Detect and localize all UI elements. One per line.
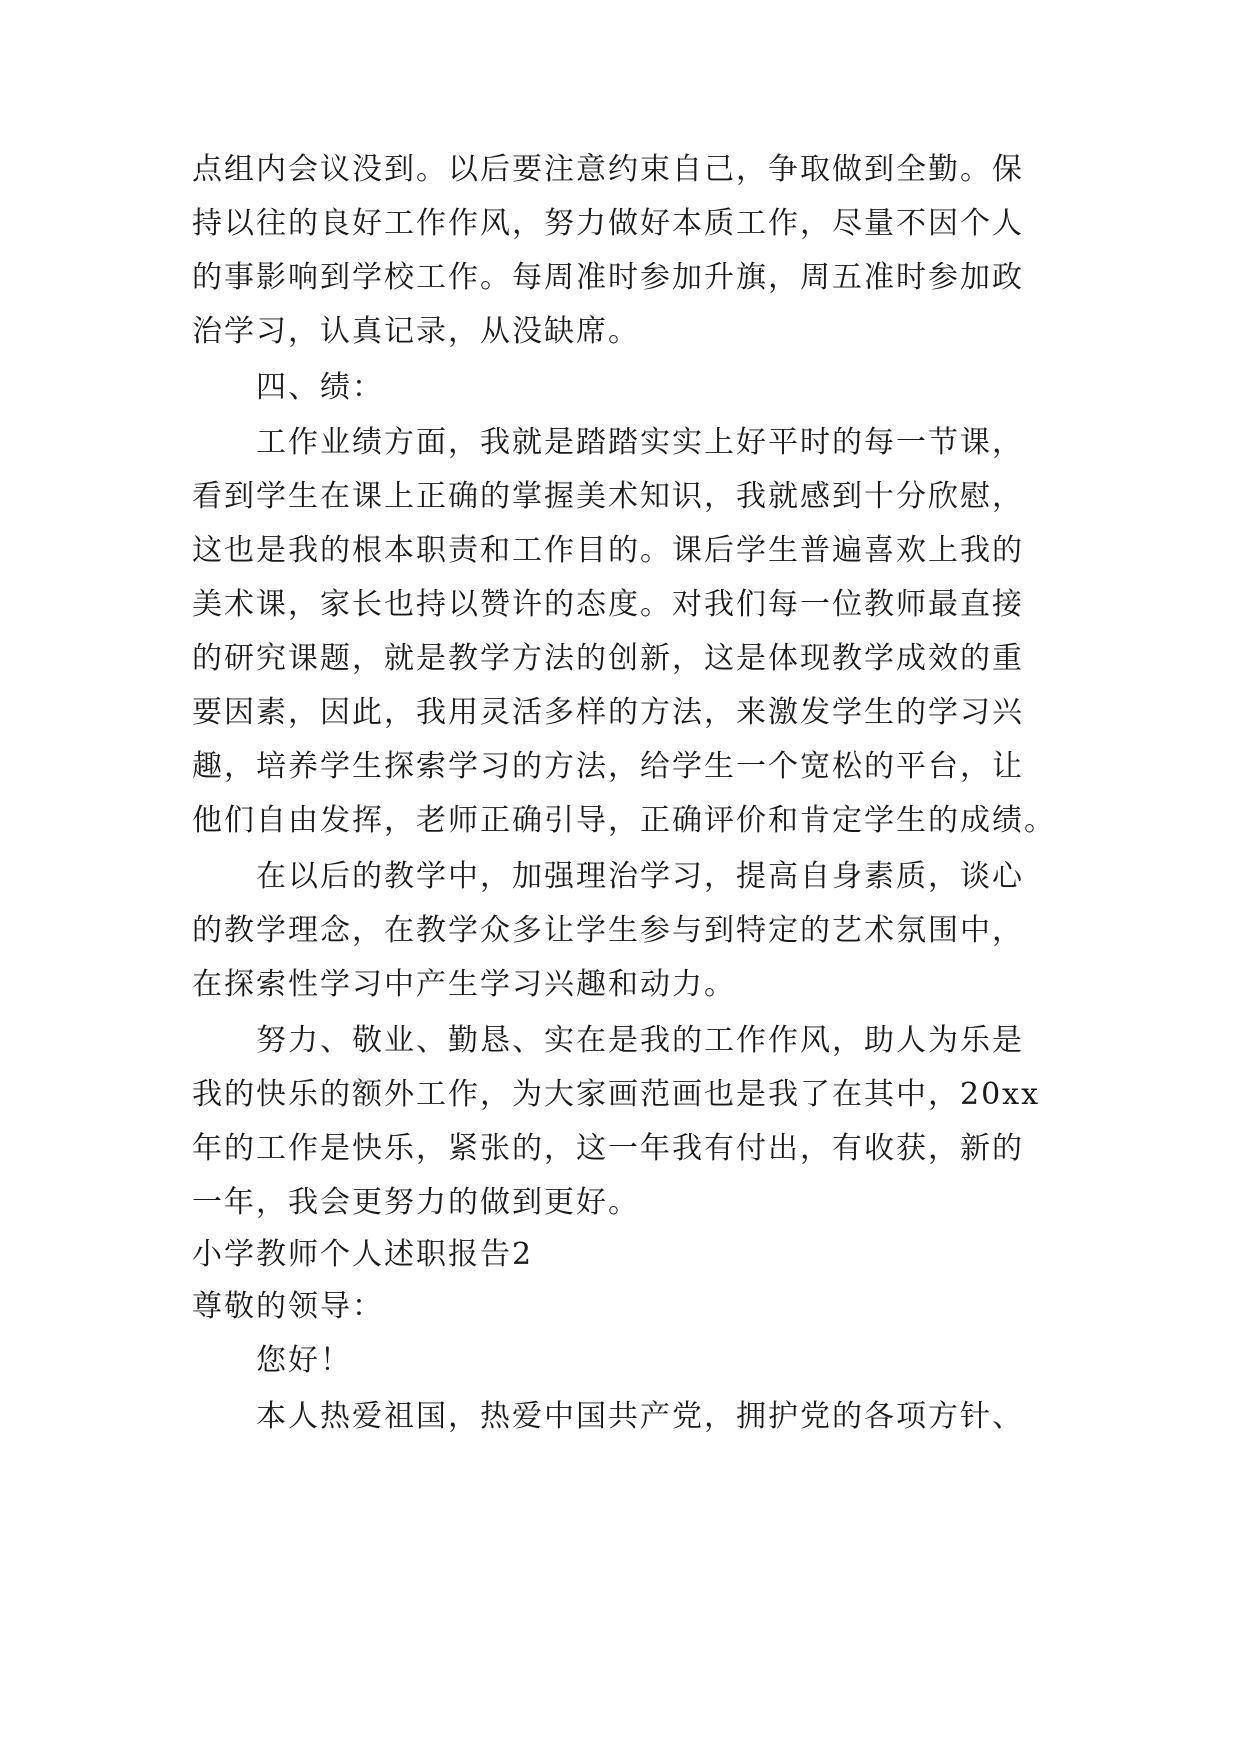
paragraph-line: 这也是我的根本职责和工作目的。课后学生普遍喜欢上我的 bbox=[192, 533, 1024, 568]
paragraph-line: 看到学生在课上正确的掌握美术知识，我就感到十分欣慰， bbox=[192, 479, 1024, 514]
paragraph-line: 趣，培养学生探索学习的方法，给学生一个宽松的平台，让 bbox=[192, 749, 1024, 784]
paragraph-line: 持以往的良好工作作风，努力做好本质工作，尽量不因个人 bbox=[192, 206, 1024, 241]
paragraph-line: 治学习，认真记录，从没缺席。 bbox=[192, 314, 640, 349]
paragraph-line: 的教学理念，在教学众多让学生参与到特定的艺术氛围中， bbox=[192, 913, 1024, 948]
paragraph-line: 要因素，因此，我用灵活多样的方法，来激发学生的学习兴 bbox=[192, 695, 1024, 730]
paragraph-line: 我的快乐的额外工作，为大家画范画也是我了在其中，20xx bbox=[192, 1077, 1041, 1112]
greeting: 您好！ bbox=[256, 1343, 352, 1378]
paragraph-line: 他们自由发挥，老师正确引导，正确评价和肯定学生的成绩。 bbox=[192, 803, 1056, 838]
paragraph-line: 本人热爱祖国，热爱中国共产党，拥护党的各项方针、 bbox=[256, 1399, 1024, 1434]
paragraph-line: 的研究课题，就是教学方法的创新，这是体现教学成效的重 bbox=[192, 641, 1024, 676]
paragraph-line: 美术课，家长也持以赞许的态度。对我们每一位教师最直接 bbox=[192, 587, 1024, 622]
section-heading: 四、绩： bbox=[256, 370, 384, 405]
paragraph-line: 在探索性学习中产生学习兴趣和动力。 bbox=[192, 967, 736, 1002]
paragraph-line: 工作业绩方面，我就是踏踏实实上好平时的每一节课， bbox=[256, 425, 1024, 460]
section-title: 小学教师个人述职报告2 bbox=[192, 1237, 534, 1272]
salutation: 尊敬的领导： bbox=[192, 1289, 384, 1324]
paragraph-line: 年的工作是快乐，紧张的，这一年我有付出，有收获，新的 bbox=[192, 1131, 1024, 1166]
paragraph-line: 的事影响到学校工作。每周准时参加升旗，周五准时参加政 bbox=[192, 260, 1024, 295]
paragraph-line: 努力、敬业、勤恳、实在是我的工作作风，助人为乐是 bbox=[256, 1023, 1024, 1058]
paragraph-line: 在以后的教学中，加强理治学习，提高自身素质，谈心 bbox=[256, 859, 1024, 894]
paragraph-line: 一年，我会更努力的做到更好。 bbox=[192, 1185, 640, 1220]
paragraph-line: 点组内会议没到。以后要注意约束自己，争取做到全勤。保 bbox=[192, 152, 1024, 187]
